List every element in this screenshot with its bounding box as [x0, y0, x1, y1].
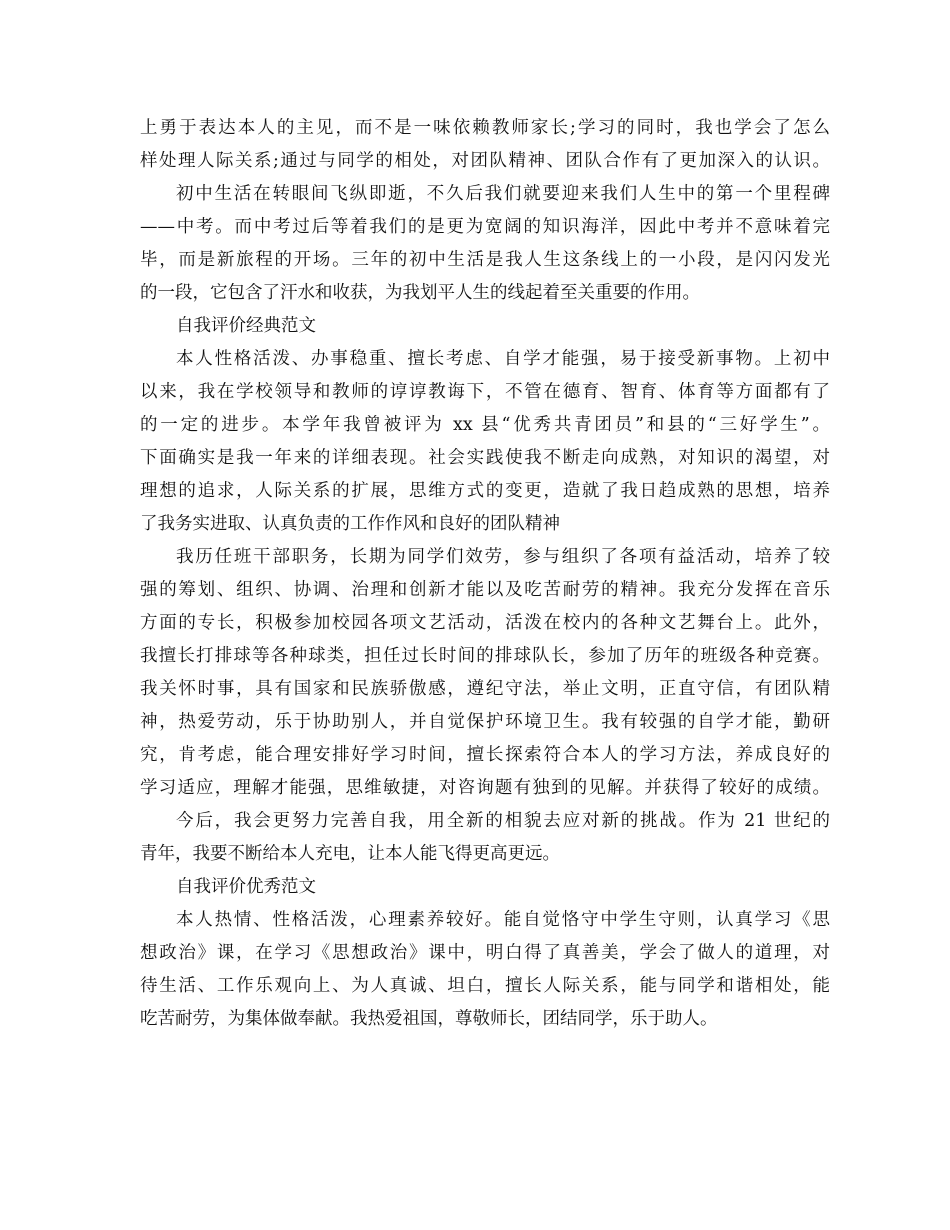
text-line: 的一定的进步。本学年我曾被评为 xx 县“优秀共青团员”和县的“三好学生”。	[140, 415, 830, 435]
text-line: 想政治》课，在学习《思想政治》课中，明白得了真善美，学会了做人的道理，对	[140, 943, 830, 963]
text-line: 理想的追求，人际关系的扩展，思维方式的变更，造就了我日趋成熟的思想，培养	[140, 481, 830, 501]
body-text	[140, 112, 830, 1036]
text-line: 方面的专长，积极参加校园各项文艺活动，活泼在校内的各种文艺舞台上。此外，	[140, 613, 830, 633]
text-line: 下面确实是我一年来的详细表现。社会实践使我不断走向成熟，对知识的渴望，对	[140, 448, 830, 468]
paragraph-start-line: 初中生活在转眼间飞纵即逝，不久后我们就要迎来我们人生中的第一个里程碑	[176, 184, 830, 204]
text-line: 吃苦耐劳，为集体做奉献。我热爱祖国，尊敬师长，团结同学，乐于助人。	[140, 1009, 718, 1029]
text-line: 强的筹划、组织、协调、治理和创新才能以及吃苦耐劳的精神。我充分发挥在音乐	[140, 580, 830, 600]
text-line: 究，肯考虑，能合理安排好学习时间，擅长探索符合本人的学习方法，养成良好的	[140, 745, 830, 765]
text-line: 以来，我在学校领导和教师的谆谆教诲下，不管在德育、智育、体育等方面都有了	[140, 382, 830, 402]
paragraph-start-line: 今后，我会更努力完善自我，用全新的相貌去应对新的挑战。作为 21 世纪的	[176, 811, 830, 831]
section-heading: 自我评价经典范文	[176, 316, 316, 336]
text-line: 的一段，它包含了汗水和收获，为我划平人生的线起着至关重要的作用。	[140, 283, 700, 303]
text-line: 我关怀时事，具有国家和民族骄傲感，遵纪守法，举止文明，正直守信，有团队精	[140, 679, 830, 699]
text-line: 神，热爱劳动，乐于协助别人，并自觉保护环境卫生。我有较强的自学才能，勤研	[140, 712, 830, 732]
text-line: 学习适应，理解才能强，思维敏捷，对咨询题有独到的见解。并获得了较好的成绩。	[140, 778, 830, 798]
paragraph-start-line: 本人性格活泼、办事稳重、擅长考虑、自学才能强，易于接受新事物。上初中	[176, 349, 830, 369]
text-line: 我擅长打排球等各种球类，担任过长时间的排球队长，参加了历年的班级各种竞赛。	[140, 646, 830, 666]
text-line: 待生活、工作乐观向上、为人真诚、坦白，擅长人际关系，能与同学和谐相处，能	[140, 976, 830, 996]
text-line: 样处理人际关系;通过与同学的相处，对团队精神、团队合作有了更加深入的认识。	[140, 151, 830, 171]
text-line: 毕，而是新旅程的开场。三年的初中生活是我人生这条线上的一小段，是闪闪发光	[140, 250, 830, 270]
text-line: 了我务实进取、认真负责的工作作风和良好的团队精神	[140, 514, 560, 534]
paragraph-start-line: 我历任班干部职务，长期为同学们效劳，参与组织了各项有益活动，培养了较	[176, 547, 830, 567]
text-line: 青年，我要不断给本人充电，让本人能飞得更高更远。	[140, 844, 560, 864]
text-line: 上勇于表达本人的主见，而不是一味依赖教师家长;学习的同时，我也学会了怎么	[140, 118, 830, 138]
paragraph-start-line: 本人热情、性格活泼，心理素养较好。能自觉恪守中学生守则，认真学习《思	[176, 910, 830, 930]
section-heading: 自我评价优秀范文	[176, 877, 316, 897]
text-line: ——中考。而中考过后等着我们的是更为宽阔的知识海洋，因此中考并不意味着完	[140, 217, 830, 237]
